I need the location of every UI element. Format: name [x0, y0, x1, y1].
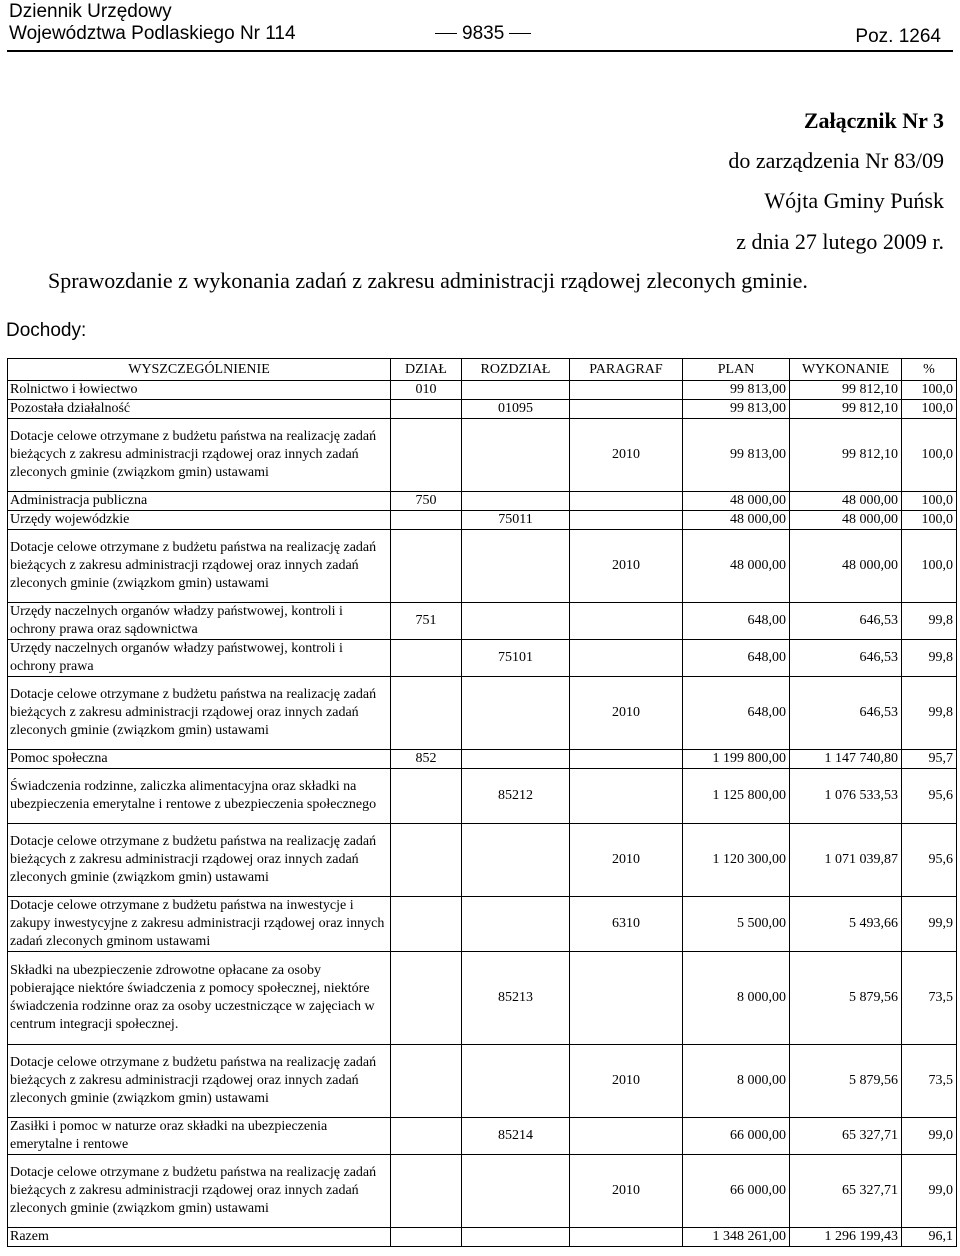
annex-date: z dnia 27 lutego 2009 r.	[736, 229, 944, 254]
cell-percent: 100,0	[902, 492, 957, 511]
cell-paragraph: 6310	[570, 897, 683, 952]
table-row	[8, 492, 957, 511]
cell-division: 751	[391, 603, 462, 640]
table-row	[8, 530, 957, 603]
header-chapter: ROZDZIAŁ	[462, 359, 570, 381]
cell-plan: 99 813,00	[683, 419, 790, 492]
cell-percent: 99,9	[902, 897, 957, 952]
cell-chapter	[462, 824, 570, 897]
cell-specification: Dotacje celowe otrzymane z budżetu państwa na realizację zadań bieżących z zakresu administracji rządowej oraz innych zadań zleconych gminie (związkom gmin) ustawami	[8, 419, 391, 492]
table-row	[8, 1118, 957, 1155]
cell-division	[391, 511, 462, 530]
cell-percent: 99,0	[902, 1118, 957, 1155]
annex-ordinance: do zarządzenia Nr 83/09	[728, 148, 944, 173]
cell-chapter: 01095	[462, 400, 570, 419]
table-row	[8, 897, 957, 952]
cell-plan: 66 000,00	[683, 1118, 790, 1155]
cell-percent: 95,7	[902, 750, 957, 769]
cell-division: 852	[391, 750, 462, 769]
header-paragraph: PARAGRAF	[570, 359, 683, 381]
cell-chapter: 85213	[462, 952, 570, 1045]
table-row	[8, 952, 957, 1045]
cell-division	[391, 1118, 462, 1155]
cell-paragraph	[570, 381, 683, 400]
cell-plan: 648,00	[683, 603, 790, 640]
cell-paragraph: 2010	[570, 530, 683, 603]
cell-chapter: 85214	[462, 1118, 570, 1155]
cell-paragraph	[570, 750, 683, 769]
cell-paragraph	[570, 769, 683, 824]
cell-chapter: 75101	[462, 640, 570, 677]
cell-percent: 100,0	[902, 381, 957, 400]
cell-plan: 8 000,00	[683, 1045, 790, 1118]
cell-execution: 99 812,10	[790, 419, 902, 492]
report-title: Sprawozdanie z wykonania zadań z zakresu administracji rządowej zleconych gminie.	[48, 268, 808, 293]
cell-division	[391, 530, 462, 603]
cell-specification: Dotacje celowe otrzymane z budżetu państwa na realizację zadań bieżących z zakresu administracji rządowej oraz innych zadań zleconych gminie (związkom gmin) ustawami	[8, 824, 391, 897]
cell-specification: Zasiłki i pomoc w naturze oraz składki na ubezpieczenia emerytalne i rentowe	[8, 1118, 391, 1155]
cell-percent: 95,6	[902, 824, 957, 897]
cell-execution: 65 327,71	[790, 1155, 902, 1228]
header-specification: WYSZCZEGÓLNIENIE	[8, 359, 391, 381]
cell-execution: 5 493,66	[790, 897, 902, 952]
cell-execution: 5 879,56	[790, 952, 902, 1045]
header-rule	[7, 50, 953, 52]
cell-plan: 99 813,00	[683, 381, 790, 400]
table-row	[8, 603, 957, 640]
cell-paragraph	[570, 511, 683, 530]
table-row	[8, 677, 957, 750]
cell-plan: 5 500,00	[683, 897, 790, 952]
cell-specification: Dotacje celowe otrzymane z budżetu państwa na realizację zadań bieżących z zakresu administracji rządowej oraz innych zadań zleconych gminie (związkom gmin) ustawami	[8, 1155, 391, 1228]
cell-execution: 1 147 740,80	[790, 750, 902, 769]
cell-division: 750	[391, 492, 462, 511]
cell-division	[391, 769, 462, 824]
table-row	[8, 511, 957, 530]
table-row	[8, 824, 957, 897]
cell-percent: 100,0	[902, 419, 957, 492]
table-row	[8, 1228, 957, 1247]
cell-paragraph: 2010	[570, 824, 683, 897]
page-number-text: 9835	[462, 23, 505, 44]
cell-specification: Urzędy wojewódzkie	[8, 511, 391, 530]
cell-percent: 99,0	[902, 1155, 957, 1228]
header-percent: %	[902, 359, 957, 381]
cell-specification: Razem	[8, 1228, 391, 1247]
cell-specification: Dotacje celowe otrzymane z budżetu państwa na realizację zadań bieżących z zakresu administracji rządowej oraz innych zadań zleconych gminie (związkom gmin) ustawami	[8, 1045, 391, 1118]
cell-percent: 73,5	[902, 1045, 957, 1118]
cell-chapter	[462, 530, 570, 603]
header-execution: WYKONANIE	[790, 359, 902, 381]
table-row	[8, 750, 957, 769]
cell-plan: 8 000,00	[683, 952, 790, 1045]
table-body	[8, 381, 957, 1247]
table-row	[8, 381, 957, 400]
cell-percent: 100,0	[902, 400, 957, 419]
cell-specification: Rolnictwo i łowiectwo	[8, 381, 391, 400]
cell-chapter: 75011	[462, 511, 570, 530]
cell-specification: Świadczenia rodzinne, zaliczka alimentacyjna oraz składki na ubezpieczenia emerytalne i rentowe z ubezpieczenia społecznego	[8, 769, 391, 824]
annex-title: Załącznik Nr 3	[803, 108, 944, 133]
cell-chapter	[462, 381, 570, 400]
cell-paragraph: 2010	[570, 1155, 683, 1228]
cell-percent: 73,5	[902, 952, 957, 1045]
cell-division	[391, 1155, 462, 1228]
cell-division: 010	[391, 381, 462, 400]
cell-paragraph	[570, 1228, 683, 1247]
table-row	[8, 419, 957, 492]
cell-plan: 48 000,00	[683, 511, 790, 530]
dash-left	[435, 33, 457, 34]
cell-chapter	[462, 492, 570, 511]
cell-chapter	[462, 677, 570, 750]
cell-plan: 1 120 300,00	[683, 824, 790, 897]
journal-title: Dziennik Urzędowy	[9, 1, 172, 22]
cell-percent: 95,6	[902, 769, 957, 824]
table-row	[8, 1045, 957, 1118]
cell-division	[391, 1045, 462, 1118]
cell-execution: 1 071 039,87	[790, 824, 902, 897]
cell-specification: Urzędy naczelnych organów władzy państwowej, kontroli i ochrony prawa oraz sądownictwa	[8, 603, 391, 640]
cell-execution: 48 000,00	[790, 530, 902, 603]
income-table	[7, 358, 957, 1247]
cell-paragraph	[570, 640, 683, 677]
section-label: Dochody:	[6, 320, 87, 341]
cell-execution: 99 812,10	[790, 381, 902, 400]
cell-plan: 48 000,00	[683, 492, 790, 511]
annex-issuer: Wójta Gminy Puńsk	[764, 188, 944, 213]
page-number	[430, 23, 530, 45]
cell-paragraph	[570, 400, 683, 419]
cell-chapter	[462, 1155, 570, 1228]
cell-percent: 99,8	[902, 640, 957, 677]
cell-execution: 5 879,56	[790, 1045, 902, 1118]
cell-paragraph: 2010	[570, 677, 683, 750]
cell-percent: 99,8	[902, 603, 957, 640]
cell-specification: Administracja publiczna	[8, 492, 391, 511]
cell-division	[391, 897, 462, 952]
cell-plan: 99 813,00	[683, 400, 790, 419]
cell-execution: 99 812,10	[790, 400, 902, 419]
cell-percent: 100,0	[902, 511, 957, 530]
cell-paragraph	[570, 1118, 683, 1155]
cell-plan: 1 125 800,00	[683, 769, 790, 824]
cell-percent: 99,8	[902, 677, 957, 750]
cell-division	[391, 952, 462, 1045]
cell-specification: Składki na ubezpieczenie zdrowotne opłacane za osoby pobierające niektóre świadczenia z pomocy społecznej, niektóre świadczenia rodzinne oraz za osoby uczestniczące w zajęciach w centrum integracji społecznej.	[8, 952, 391, 1045]
cell-chapter	[462, 897, 570, 952]
cell-paragraph	[570, 952, 683, 1045]
table-row	[8, 1155, 957, 1228]
header-division: DZIAŁ	[391, 359, 462, 381]
cell-execution: 646,53	[790, 677, 902, 750]
cell-specification: Pomoc społeczna	[8, 750, 391, 769]
cell-specification: Pozostała działalność	[8, 400, 391, 419]
cell-execution: 1 296 199,43	[790, 1228, 902, 1247]
cell-specification: Urzędy naczelnych organów władzy państwowej, kontroli i ochrony prawa	[8, 640, 391, 677]
cell-paragraph: 2010	[570, 419, 683, 492]
cell-division	[391, 419, 462, 492]
cell-plan: 66 000,00	[683, 1155, 790, 1228]
table-row	[8, 400, 957, 419]
cell-chapter	[462, 603, 570, 640]
position-number: Poz. 1264	[855, 26, 941, 47]
cell-specification: Dotacje celowe otrzymane z budżetu państwa na realizację zadań bieżących z zakresu administracji rządowej oraz innych zadań zleconych gminie (związkom gmin) ustawami	[8, 677, 391, 750]
cell-paragraph	[570, 603, 683, 640]
cell-chapter: 85212	[462, 769, 570, 824]
cell-paragraph	[570, 492, 683, 511]
journal-issue: Województwa Podlaskiego Nr 114	[9, 23, 296, 44]
dash-right	[509, 33, 531, 34]
cell-division	[391, 640, 462, 677]
cell-execution: 646,53	[790, 640, 902, 677]
cell-plan: 1 348 261,00	[683, 1228, 790, 1247]
cell-division	[391, 677, 462, 750]
cell-plan: 648,00	[683, 677, 790, 750]
cell-division	[391, 824, 462, 897]
cell-execution: 646,53	[790, 603, 902, 640]
cell-execution: 1 076 533,53	[790, 769, 902, 824]
cell-execution: 48 000,00	[790, 492, 902, 511]
cell-plan: 48 000,00	[683, 530, 790, 603]
cell-specification: Dotacje celowe otrzymane z budżetu państwa na inwestycje i zakupy inwestycyjne z zakresu administracji rządowej oraz innych zadań zleconych gminom ustawami	[8, 897, 391, 952]
cell-chapter	[462, 419, 570, 492]
cell-execution: 48 000,00	[790, 511, 902, 530]
cell-chapter	[462, 1045, 570, 1118]
table-row	[8, 640, 957, 677]
cell-percent: 96,1	[902, 1228, 957, 1247]
table-header-row	[8, 359, 957, 381]
cell-division	[391, 1228, 462, 1247]
cell-chapter	[462, 1228, 570, 1247]
cell-plan: 1 199 800,00	[683, 750, 790, 769]
table-row	[8, 769, 957, 824]
cell-specification: Dotacje celowe otrzymane z budżetu państwa na realizację zadań bieżących z zakresu administracji rządowej oraz innych zadań zleconych gminie (związkom gmin) ustawami	[8, 530, 391, 603]
cell-division	[391, 400, 462, 419]
cell-execution: 65 327,71	[790, 1118, 902, 1155]
cell-percent: 100,0	[902, 530, 957, 603]
cell-plan: 648,00	[683, 640, 790, 677]
header-plan: PLAN	[683, 359, 790, 381]
cell-chapter	[462, 750, 570, 769]
cell-paragraph: 2010	[570, 1045, 683, 1118]
